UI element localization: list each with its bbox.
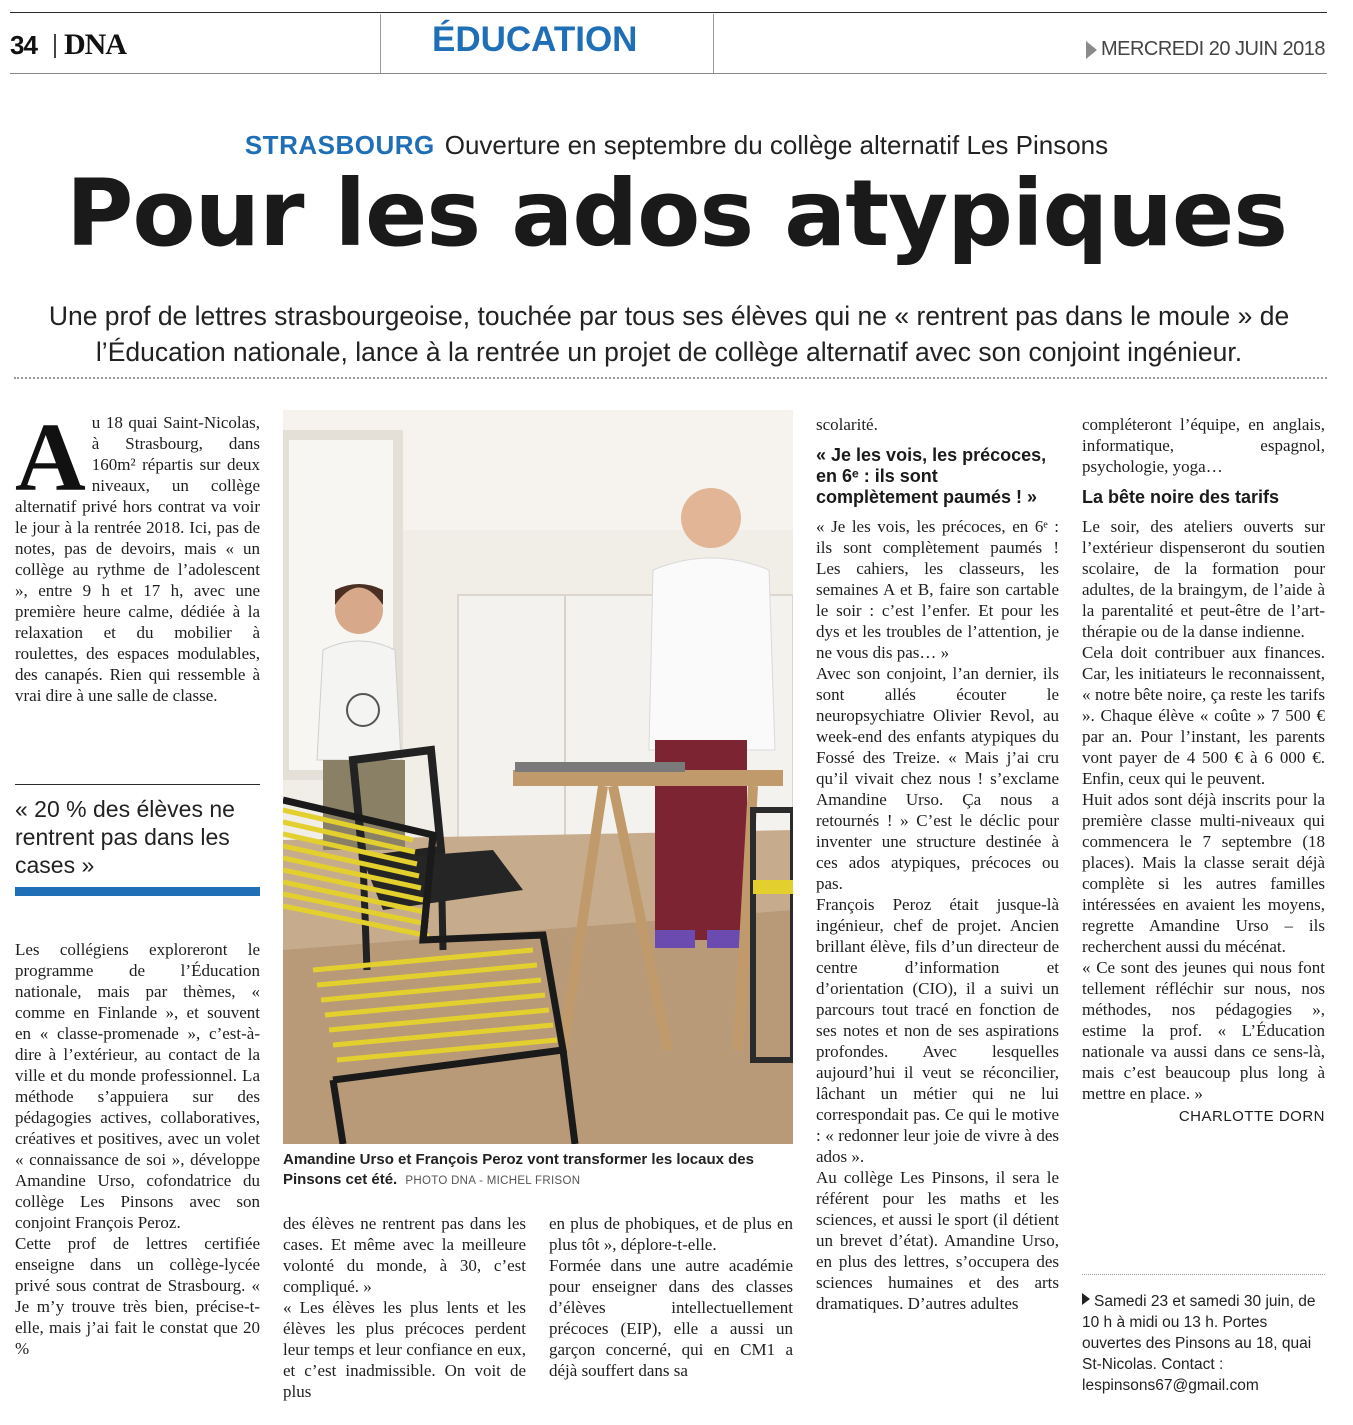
- paragraph: « Les élèves les plus lents et les élèves les plus précoces perdent leur temps et leur confiance en eux, et c’est inadmissible. On voit de plus: [283, 1298, 526, 1401]
- paragraph: compléteront l’équipe, en anglais, informatique, espagnol, psychologie, yoga…: [1082, 415, 1325, 476]
- section-title: ÉDUCATION: [432, 20, 638, 59]
- article-photo: [283, 410, 793, 1144]
- issue-date: [1086, 38, 1325, 61]
- pull-quote: « 20 % des élèves ne rentrent pas dans les cases »: [15, 796, 235, 878]
- paragraph: Avec son conjoint, l’an dernier, ils sont allés écouter le neuropsychiatre Olivier Revol, au week-end des enfants atypiques du Fossé des Treize. « Mais j’ai cru qu’il vivait chez nous ! s’exclame Amandine Urso. Ça nous a retournés ! » C’est le déclic pour inventer une structure destinée à ces ados atypiques, précoces ou pas.: [816, 664, 1059, 893]
- intro-paragraph: u 18 quai Saint-Nicolas, à Strasbourg, dans 160m² répartis sur deux niveaux, un collège alternatif privé hors contrat va voir le jour à la rentrée 2018. Ici, pas de notes, pas de devoirs, mais « un collège au rythme de l’adolescent », entre 9 h et 17 h, avec une première heure calme, dédiée à la relaxation et du mobilier à roulettes, des espaces modulables, des canapés. Rien qui ressemble à vrai dire à une salle de classe.: [15, 413, 260, 705]
- drop-cap: A: [15, 404, 86, 512]
- arrow-right-icon: [1082, 1293, 1090, 1305]
- header-divider-left: [380, 14, 381, 73]
- paragraph: Cela doit contribuer aux finances. Car, les initiateurs le reconnaissent, « notre bête noire, ça reste les tarifs ». Chaque élève « coûte » 7 500 € par an. Pour l’instant, les parents vont payer de 4 500 € à 6 000 €. Enfin, ceux qui le peuvent.: [1082, 643, 1325, 788]
- header-bottom-rule: [10, 73, 1327, 74]
- pull-quote-accent-bar: [15, 887, 260, 896]
- dotted-separator: [14, 377, 1327, 379]
- paragraph: Les collégiens exploreront le programme de l’Éducation nationale, mais par thèmes, « comme en Finlande », et souvent en « classe-promenade », c’est-à-dire à l’extérieur, au contact de la ville et du monde professionnel. La méthode s’appuiera sur des pédagogies actives, collaboratives, créatives et positives, avec un volet « connaissance de soi », développe Amandine Urso, cofondatrice du collège Les Pinsons avec son conjoint François Peroz.: [15, 940, 260, 1232]
- newspaper-brand: DNA: [64, 28, 126, 61]
- photo-illustration: [283, 410, 793, 1144]
- photo-credit: PHOTO DNA - MICHEL FRISON: [405, 1175, 581, 1187]
- column-5: [1082, 414, 1325, 1127]
- paragraph: Cette prof de lettres certifiée enseigne dans un collège-lycée privé sous contrat de Strasbourg. « Je m’y trouve très bien, précise-t-elle, mais j’ai fait le constat que 20 %: [15, 1234, 260, 1358]
- pull-quote-box: [15, 784, 260, 896]
- column-1-intro: [15, 404, 260, 706]
- arrow-right-icon: [1086, 41, 1097, 59]
- header-divider-right: [713, 14, 714, 73]
- practical-info-text: Samedi 23 et samedi 30 juin, de 10 h à midi ou 13 h. Portes ouvertes des Pinsons au 18, quai St-Nicolas. Contact : lespinsons67@gmail.com: [1082, 1293, 1316, 1394]
- column-1-body: [15, 939, 260, 1359]
- article-kicker: [0, 130, 1353, 161]
- paragraph: François Peroz était jusque-là ingénieur, chef de projet. Ancien brillant élève, fils d’un directeur de centre d’information et d’orientation (CIO), il a suivi un parcours tout tracé en fonction de ses notes et non de ses aspirations profondes. Avec lesquelles aujourd’hui il veut se réconcilier, lâchant un métier qui ne lui correspondait pas. Ce qui le motive : « redonner leur joie de vivre à des ados ».: [816, 895, 1059, 1166]
- paragraph: Le soir, des ateliers ouverts sur l’extérieur dispenseront du soutien scolaire, de la formation pour adultes, de la braingym, de l’aide à la parentalité et peut-être de l’art-thérapie ou de la danse indienne.: [1082, 517, 1325, 641]
- author-signature: CHARLOTTE DORN: [1178, 1108, 1325, 1125]
- subheading-tarifs: La bête noire des tarifs: [1082, 487, 1280, 507]
- paragraph: des élèves ne rentrent pas dans les cases. Et même avec la meilleure volonté du monde, à 30, c’est compliqué. »: [283, 1214, 526, 1296]
- subheading-precoces: « Je les vois, les précoces, en 6ᵉ : ils sont complètement paumés ! »: [816, 445, 1047, 507]
- paragraph: Formée dans une autre académie pour enseigner dans des classes d’élèves intellectuellement précoces (EIP), elle a aussi un garçon concerné, qui en CM1 a déjà souffert dans sa: [549, 1256, 793, 1380]
- header-top-rule: [10, 12, 1327, 13]
- paragraph: « Ce sont des jeunes qui nous font tellement réfléchir sur nous, nos méthodes, nos pédagogies », estime la prof. « L’Éducation nationale va aussi dans ce sens-là, mais c’est beaucoup plus long à mettre en place. »: [1082, 958, 1325, 1103]
- paragraph: Huit ados sont déjà inscrits pour la première classe multi-niveaux qui commencera le 7 septembre (18 places). Mais la classe serait déjà complète si les autres familles intéressées en avaient les moyens, regrette Amandine Urso – ils recherchent aussi du mécénat.: [1082, 790, 1325, 956]
- column-3: [549, 1213, 793, 1381]
- column-4: [816, 414, 1059, 1314]
- paragraph: scolarité.: [816, 415, 878, 434]
- page-number: 34: [10, 30, 37, 60]
- article-standfirst: Une prof de lettres strasbourgeoise, touchée par tous ses élèves qui ne « rentrent pas dans le moule » de l’Éducation nationale, lance à la rentrée un projet de collège alternatif avec son conjoint ingénieur.: [48, 301, 1290, 367]
- paragraph: « Je les vois, les précoces, en 6ᵉ : ils sont complètement paumés ! Les cahiers, les classeurs, les semaines A et B, faire son cartable le soir : c’est l’enfer. Et pour les dys et les troubles de l’attention, je ne vous dis pas… »: [816, 517, 1059, 662]
- photo-caption: [283, 1150, 793, 1191]
- column-2: [283, 1213, 526, 1402]
- paragraph: Au collège Les Pinsons, il sera le référent pour les maths et les sciences, et aussi le sport (il détient un brevet d’état). Amandine Urso, en plus des lettres, s’occupera des sciences humaines et des arts dramatiques. D’autres adultes: [816, 1168, 1059, 1313]
- caption-text: Amandine Urso et François Peroz vont transformer les locaux des Pinsons cet été.: [283, 1151, 754, 1188]
- issue-date-text: MERCREDI 20 JUIN 2018: [1100, 38, 1325, 60]
- page-number-separator: [54, 34, 56, 58]
- paragraph: en plus de phobiques, et de plus en plus tôt », déplore-t-elle.: [549, 1214, 793, 1254]
- article-headline: Pour les ados atypiques: [65, 160, 1288, 267]
- kicker-place: STRASBOURG: [244, 130, 435, 160]
- practical-info-box: [1082, 1274, 1325, 1396]
- kicker-text: Ouverture en septembre du collège alternatif Les Pinsons: [444, 130, 1109, 160]
